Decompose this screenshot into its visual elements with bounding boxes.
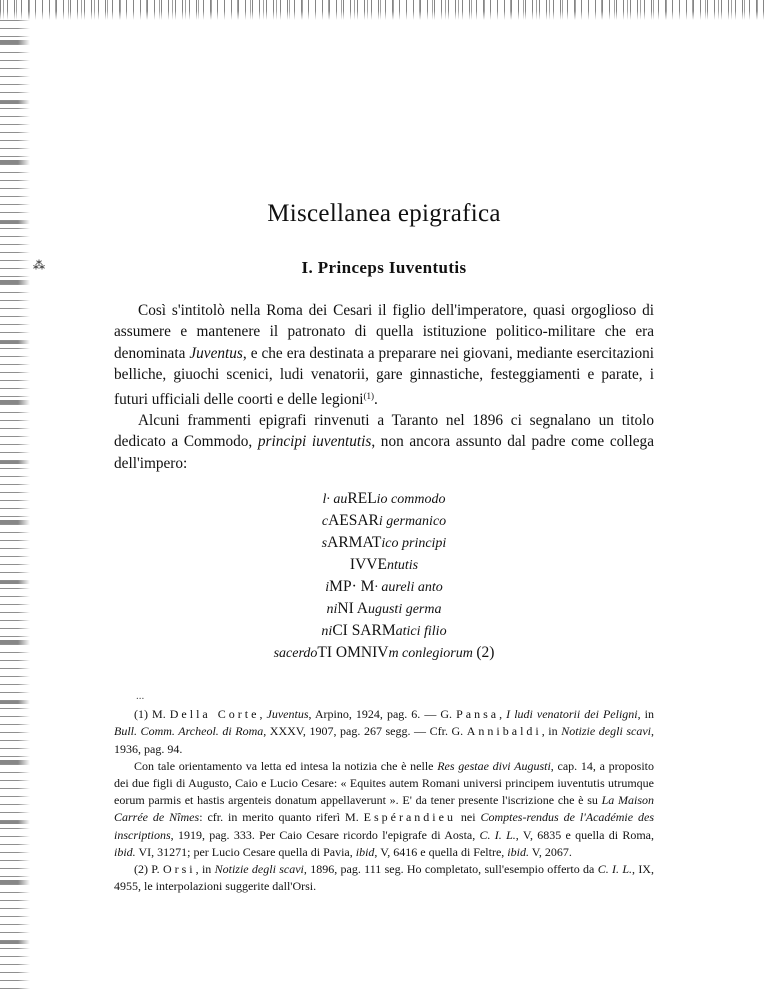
article-page: [114, 200, 654, 895]
text-run: Bull. Comm. Archeol. di Roma: [114, 724, 264, 739]
text-run: ni: [321, 624, 333, 640]
text-run: (1) M.: [134, 707, 170, 722]
text-run: Juventus: [189, 344, 243, 362]
text-run: atici filio: [395, 624, 447, 640]
text-run: , 1919, pag. 333. Per Caio Cesare ricordo l'epigrafe di Aosta,: [170, 827, 480, 842]
text-run: , 1896, pag. 111 seg. Ho completato, sull'esempio offerto da: [303, 862, 598, 877]
text-run: l· au: [322, 492, 348, 508]
text-run: La Maison Carrée de Nîmes: [114, 793, 654, 825]
text-run: Così s'intitolò nella Roma dei Cesari il figlio dell'imperatore, quasi orgoglioso di assumere e mantenere il patronato di quella istituzione politico-militare che era denominata: [114, 302, 654, 362]
text-run: MP· M: [329, 578, 375, 596]
text-run: , 1936, pag. 94.: [114, 724, 654, 756]
text-run: principi iuventutis: [257, 433, 372, 451]
text-run: Comptes-rendus de l'Académie des inscriptions: [114, 810, 654, 842]
text-run: , Arpino, 1924, pag. 6. — G.: [308, 707, 457, 722]
text-run: Espérandieu: [363, 810, 456, 825]
text-run: i germanico: [378, 514, 447, 530]
inscription-line: [114, 488, 654, 510]
text-run: REL: [347, 490, 377, 508]
text-run: V, 2067.: [528, 844, 572, 859]
text-run: , cap. 14, a proposito dei due figli di Augusto, Caio e Lucio Cesare: « Equites autem Romani universi principem iuventutis utrumque eorum parmis et hastis argenteis donatum appellaverunt ». E' da tener presente l'iscrizione che è su: [114, 758, 654, 808]
text-run: Res gestae divi Augusti: [437, 758, 551, 773]
text-run: , e che era destinata a preparare nei giovani, mediante esercitazioni belliche, giuochi scenici, ludi venatorii, gare ginnastiche, festeggiamenti e parate, i futuri ufficiali delle coorti e delle legioni: [114, 344, 654, 408]
footnote: [114, 861, 654, 895]
text-run: ntutis: [386, 558, 419, 574]
text-run: · aureli anto: [374, 580, 443, 596]
scan-ruler-left: [0, 20, 30, 994]
text-run: i: [325, 580, 330, 596]
text-run: ,: [499, 707, 507, 722]
text-run: ,: [259, 707, 267, 722]
text-run: ugusti germa: [367, 602, 442, 618]
footnotes: [114, 706, 654, 895]
text-run: C. I. L.: [597, 862, 632, 877]
text-run: Pansa: [456, 707, 500, 722]
inscription-line: [114, 510, 654, 532]
text-run: c: [321, 514, 329, 530]
text-run: sacerdo: [273, 646, 318, 662]
text-run: ibid.: [114, 844, 136, 859]
text-run: , V, 6416 e quella di Feltre,: [374, 844, 508, 859]
text-run: AESAR: [328, 512, 379, 530]
text-run: , in: [637, 707, 655, 722]
inscription-line: [114, 554, 654, 576]
text-run: s: [321, 536, 328, 552]
footnote: [114, 758, 654, 861]
text-run: CI SARM: [332, 622, 396, 640]
text-run: Notizie degli scavi: [561, 724, 651, 739]
text-run: IVVE: [349, 556, 387, 574]
article-title: Miscellanea epigrafica: [267, 200, 501, 227]
text-run: (2) P.: [134, 862, 163, 877]
paragraph-2: [114, 410, 654, 474]
text-run: , non ancora assunto dal padre come collega dell'impero:: [114, 433, 654, 472]
margin-mark: ⁂: [33, 258, 45, 272]
text-run: Con tale orientamento va letta ed intesa la notizia che è nelle: [134, 758, 438, 773]
inscription-line: [114, 642, 654, 664]
text-run: Annibaldi: [466, 724, 542, 739]
text-run: , XXXV, 1907, pag. 267 segg. — Cfr. G.: [263, 724, 467, 739]
footnote-separator: ...: [136, 690, 145, 703]
paragraph-1: [114, 300, 654, 410]
text-run: TI OMNIV: [317, 644, 389, 662]
inscription-line: [114, 598, 654, 620]
text-run: , IX, 4955, le interpolazioni suggerite dall'Orsi.: [114, 862, 654, 894]
text-run: m conlegiorum: [388, 646, 477, 662]
text-run: Della Corte: [169, 707, 260, 722]
text-run: I ludi venatorii dei Peligni: [506, 707, 638, 722]
text-run: io commodo: [376, 492, 446, 508]
text-run: Notizie degli scavi: [214, 862, 304, 877]
text-run: , in: [541, 724, 562, 739]
text-run: nei: [455, 810, 481, 825]
text-run: Orsi: [162, 862, 196, 877]
text-run: Juventus: [266, 707, 309, 722]
inscription-line: [114, 532, 654, 554]
text-run: (2): [476, 644, 495, 662]
text-run: Alcuni frammenti epigrafi rinvenuti a Taranto nel 1896 ci segnalano un titolo dedicato a Commodo,: [114, 412, 654, 451]
text-run: C. I. L.: [479, 827, 516, 842]
text-run: ARMAT: [327, 534, 382, 552]
text-run: ico principi: [381, 536, 447, 552]
inscription-line: [114, 620, 654, 642]
text-run: (1): [363, 390, 374, 401]
text-run: ibid.: [507, 844, 529, 859]
inscription-line: [114, 576, 654, 598]
section-title: I. Princeps Iuventutis: [301, 258, 467, 277]
text-run: .: [373, 390, 378, 408]
inscription: [114, 488, 654, 664]
text-run: ni: [326, 602, 338, 618]
text-run: , V, 6835 e quella di Roma,: [515, 827, 654, 842]
text-run: NI A: [337, 600, 368, 618]
text-run: ibid: [355, 844, 375, 859]
text-run: : cfr. in merito quanto riferì M.: [199, 810, 364, 825]
text-run: , in: [195, 862, 215, 877]
footnote: [114, 706, 654, 758]
scan-ruler-top: [0, 0, 768, 20]
text-run: VI, 31271; per Lucio Cesare quella di Pavia,: [135, 844, 356, 859]
